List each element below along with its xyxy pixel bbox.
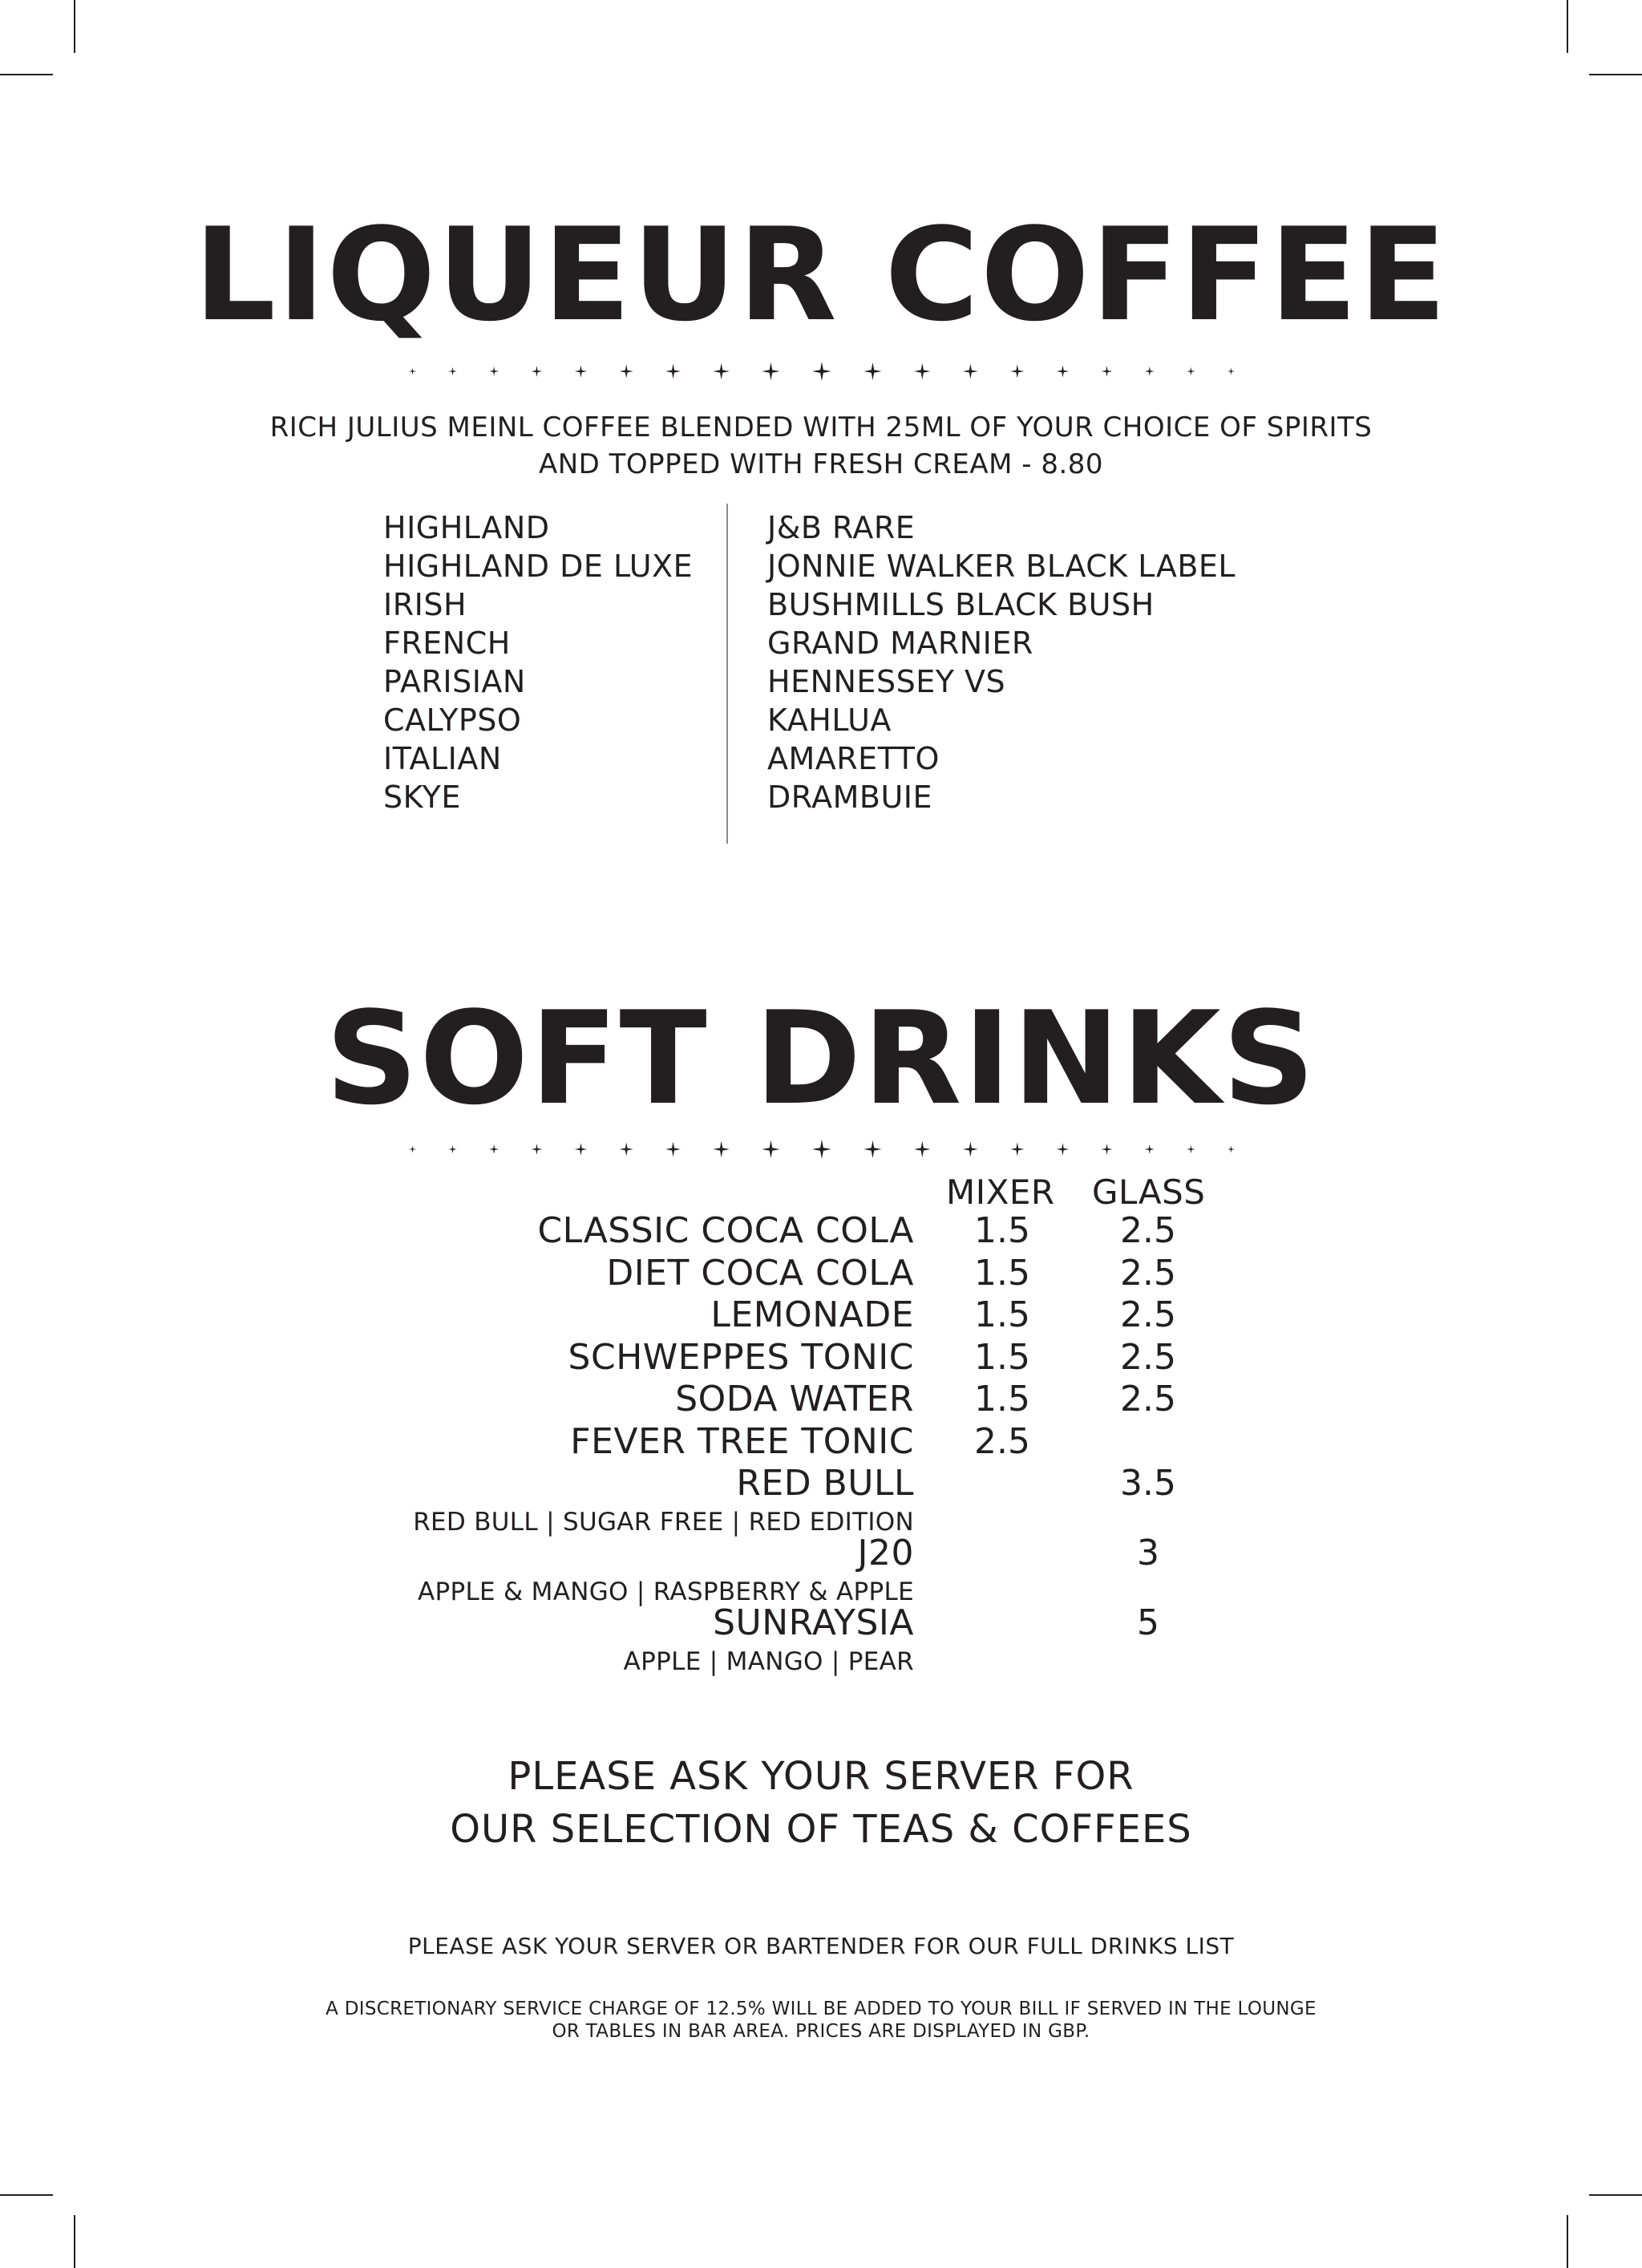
glass-price: 5: [1137, 1602, 1159, 1643]
star-ornament-icon: [448, 1145, 456, 1153]
mixer-price: 1.5: [974, 1336, 1030, 1378]
mixer-price: 1.5: [974, 1379, 1030, 1420]
star-divider: [409, 362, 1235, 381]
star-ornament-icon: [665, 1142, 681, 1157]
list-item: SKYE: [383, 780, 461, 815]
crop-mark: [74, 0, 75, 53]
mixer-price: 1.5: [974, 1252, 1030, 1294]
soft-drinks-title: SOFT DRINKS: [325, 983, 1317, 1133]
star-ornament-icon: [914, 1141, 931, 1158]
drink-name: DIET COCA COLA: [606, 1252, 914, 1294]
coffee-style-list: [383, 508, 693, 816]
star-ornament-icon: [575, 1143, 588, 1156]
list-item: PARISIAN: [383, 664, 526, 699]
liqueur-coffee-title: LIQUEUR COFFEE: [193, 200, 1449, 350]
star-ornament-icon: [914, 363, 931, 380]
list-item: HENNESSEY VS: [767, 664, 1006, 699]
star-ornament-icon: [1187, 367, 1195, 375]
star-ornament-icon: [762, 362, 779, 380]
star-ornament-icon: [575, 365, 588, 378]
star-ornament-icon: [812, 1140, 831, 1159]
star-ornament-icon: [1145, 1144, 1155, 1154]
star-ornament-icon: [1010, 1142, 1024, 1156]
glass-column-header: GLASS: [1092, 1172, 1206, 1212]
teas-coffees-notice: [0, 1750, 1642, 1856]
crop-mark: [0, 2194, 53, 2196]
glass-price: 2.5: [1120, 1336, 1176, 1378]
star-ornament-icon: [863, 362, 881, 380]
list-item: CALYPSO: [383, 703, 522, 738]
drink-name: SUNRAYSIA: [713, 1602, 914, 1643]
list-item: AMARETTO: [767, 741, 940, 776]
star-ornament-icon: [489, 1144, 499, 1154]
star-ornament-icon: [665, 364, 681, 379]
list-item: IRISH: [383, 587, 467, 622]
star-ornament-icon: [1227, 1146, 1235, 1153]
drink-name: SODA WATER: [675, 1379, 914, 1420]
star-ornament-icon: [620, 364, 633, 378]
drink-name: SCHWEPPES TONIC: [568, 1336, 914, 1378]
spirit-list: [767, 508, 1236, 816]
star-ornament-icon: [1057, 1143, 1070, 1156]
star-ornament-icon: [713, 363, 730, 380]
drink-variants: APPLE | MANGO | PEAR: [623, 1647, 914, 1676]
crop-mark: [0, 74, 53, 75]
glass-price: 2.5: [1120, 1294, 1176, 1335]
list-item: J&B RARE: [767, 510, 916, 545]
crop-mark: [1567, 2215, 1568, 2268]
list-item: DRAMBUIE: [767, 780, 933, 815]
list-item: HIGHLAND: [383, 510, 550, 545]
mixer-column-header: MIXER: [946, 1172, 1055, 1212]
star-ornament-icon: [1227, 368, 1235, 375]
star-ornament-icon: [963, 364, 978, 379]
list-item: KAHLUA: [767, 703, 892, 738]
star-ornament-icon: [1057, 365, 1070, 378]
crop-mark: [1589, 2194, 1642, 2196]
disclaimer-line: A DISCRETIONARY SERVICE CHARGE OF 12.5% WILL BE ADDED TO YOUR BILL IF SERVED IN THE LOUNGE: [326, 1999, 1316, 2019]
glass-price: 2.5: [1120, 1379, 1176, 1420]
mixer-price: 2.5: [974, 1420, 1030, 1462]
star-ornament-icon: [1102, 366, 1113, 377]
mixer-price: 1.5: [974, 1210, 1030, 1251]
star-ornament-icon: [1145, 367, 1155, 376]
star-ornament-icon: [812, 362, 831, 381]
crop-mark: [74, 2215, 75, 2268]
crop-mark: [1589, 74, 1642, 75]
list-item: FRENCH: [383, 626, 511, 661]
crop-mark: [1567, 0, 1568, 53]
star-ornament-icon: [963, 1142, 978, 1157]
full-drinks-list-notice: PLEASE ASK YOUR SERVER OR BARTENDER FOR OUR FULL DRINKS LIST: [407, 1933, 1235, 1959]
list-item: HIGHLAND DE LUXE: [383, 549, 694, 584]
drink-name: J20: [857, 1533, 914, 1573]
description-line: AND TOPPED WITH FRESH CREAM - 8.80: [538, 448, 1104, 480]
service-charge-disclaimer: [0, 1998, 1642, 2043]
description-line: RICH JULIUS MEINL COFFEE BLENDED WITH 25ML OF YOUR CHOICE OF SPIRITS: [269, 411, 1373, 443]
star-ornament-icon: [448, 367, 456, 375]
list-item: ITALIAN: [383, 741, 502, 776]
star-ornament-icon: [1187, 1145, 1195, 1153]
column-divider: [726, 504, 728, 844]
drink-name: FEVER TREE TONIC: [570, 1420, 914, 1462]
star-ornament-icon: [620, 1142, 633, 1156]
disclaimer-line: OR TABLES IN BAR AREA. PRICES ARE DISPLAYED IN GBP.: [552, 2021, 1090, 2042]
drink-name: CLASSIC COCA COLA: [537, 1210, 914, 1251]
star-ornament-icon: [532, 1144, 543, 1155]
star-ornament-icon: [713, 1141, 730, 1158]
glass-price: 3: [1137, 1533, 1159, 1573]
star-ornament-icon: [863, 1140, 881, 1158]
star-ornament-icon: [762, 1140, 779, 1158]
star-ornament-icon: [489, 367, 499, 376]
star-ornament-icon: [1102, 1144, 1113, 1155]
list-item: BUSHMILLS BLACK BUSH: [767, 587, 1155, 622]
star-ornament-icon: [409, 368, 416, 375]
drink-variants: APPLE & MANGO | RASPBERRY & APPLE: [417, 1577, 914, 1606]
glass-price: 3.5: [1120, 1463, 1176, 1504]
star-ornament-icon: [1010, 364, 1024, 378]
mixer-price: 1.5: [974, 1294, 1030, 1335]
drink-name: RED BULL: [736, 1463, 914, 1504]
notice-line: OUR SELECTION OF TEAS & COFFEES: [450, 1807, 1192, 1852]
star-ornament-icon: [532, 366, 543, 377]
list-item: JONNIE WALKER BLACK LABEL: [767, 549, 1236, 584]
glass-price: 2.5: [1120, 1210, 1176, 1251]
list-item: GRAND MARNIER: [767, 626, 1033, 661]
notice-line: PLEASE ASK YOUR SERVER FOR: [508, 1754, 1134, 1799]
liqueur-coffee-description: [0, 409, 1642, 483]
star-ornament-icon: [409, 1146, 416, 1153]
star-divider: [409, 1140, 1235, 1159]
glass-price: 2.5: [1120, 1252, 1176, 1294]
drink-variants: RED BULL | SUGAR FREE | RED EDITION: [413, 1508, 914, 1537]
drink-name: LEMONADE: [710, 1294, 914, 1335]
